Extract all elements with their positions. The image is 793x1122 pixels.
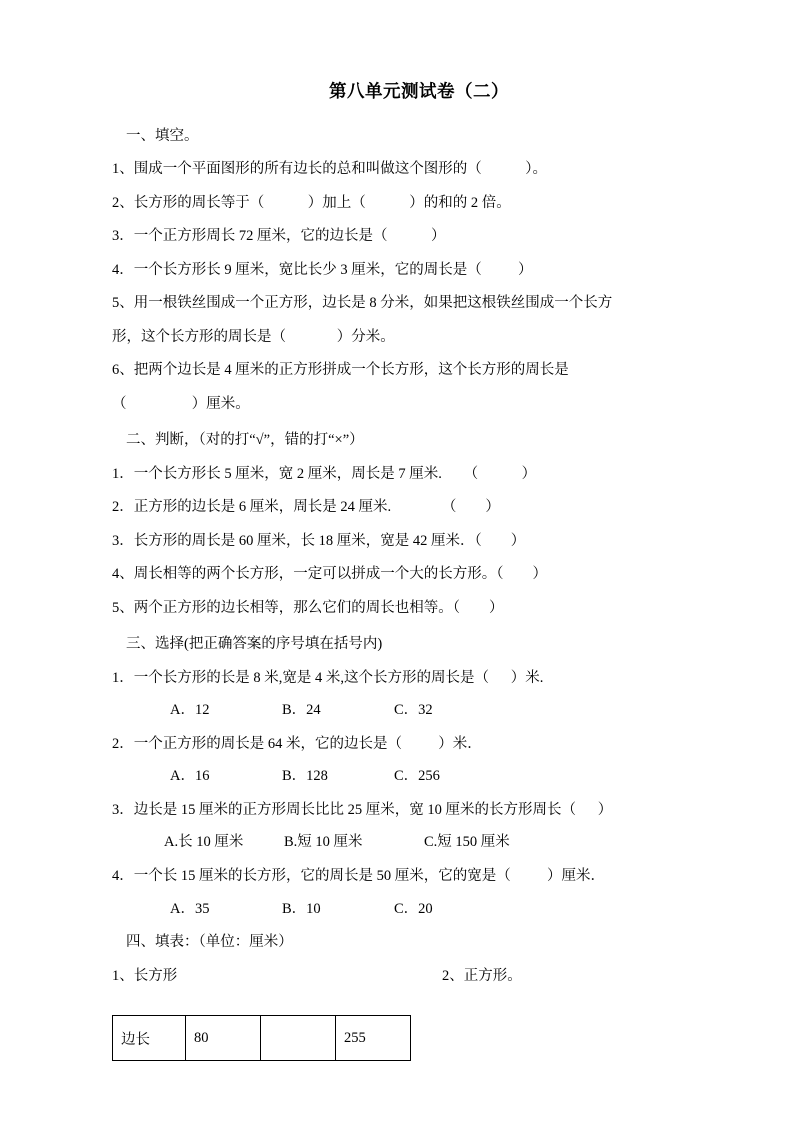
choice-option-2b[interactable]: B．128	[282, 768, 328, 785]
judge-item-4: 4、周长相等的两个长方形，一定可以拼成一个大的长方形。（ ）	[112, 566, 547, 583]
fill-blank-item-4: 4．一个长方形长 9 厘米，宽比长少 3 厘米，它的周长是（ ）	[112, 261, 533, 278]
fill-blank-item-5-line2: 形，这个长方形的周长是（ ）分米。	[112, 328, 395, 345]
choice-question-1: 1．一个长方形的长是 8 米,宽是 4 米,这个长方形的周长是（ ）米.	[112, 669, 544, 686]
choice-options-4	[112, 899, 708, 921]
fill-blank-item-6-line1: 6、把两个边长是 4 厘米的正方形拼成一个长方形，这个长方形的周长是	[112, 362, 569, 379]
choice-option-3b[interactable]: B.短 10 厘米	[284, 834, 363, 851]
table-cell-label[interactable]: 边长	[113, 1016, 186, 1061]
choice-options-1	[112, 700, 708, 722]
choice-question-3: 3．边长是 15 厘米的正方形周长比比 25 厘米，宽 10 厘米的长方形周长（ ）	[112, 801, 613, 818]
table-fill-label-square: 2、正方形。	[442, 967, 522, 984]
judge-item-2: 2．正方形的边长是 6 厘米，周长是 24 厘米. （ ）	[112, 499, 500, 516]
table-fill-label-rectangle: 1、长方形	[112, 967, 178, 984]
choice-question-2: 2．一个正方形的周长是 64 米，它的边长是（ ）米．	[112, 735, 482, 752]
choice-option-1a[interactable]: A．12	[170, 701, 210, 718]
choice-options-2	[112, 766, 708, 788]
fill-blank-item-3: 3．一个正方形周长 72 厘米，它的边长是（ ）	[112, 228, 446, 245]
table-fill-labels	[112, 965, 708, 987]
choice-option-2a[interactable]: A．16	[170, 768, 210, 785]
choice-question-4: 4．一个长 15 厘米的长方形，它的周长是 50 厘米，它的宽是（ ）厘米．	[112, 868, 605, 885]
choice-option-4a[interactable]: A．35	[170, 900, 210, 917]
fill-blank-item-1: 1、围成一个平面图形的所有边长的总和叫做这个图形的（ ）。	[112, 161, 547, 178]
section-heading-table-fill: 四、填表：（单位：厘米）	[126, 934, 293, 951]
table-cell-value-3[interactable]: 255	[336, 1016, 411, 1061]
section-heading-judge: 二、判断，（对的打“√”，错的打“×”）	[126, 432, 364, 449]
fill-blank-item-2: 2、长方形的周长等于（ ）加上（ ）的和的 2 倍。	[112, 194, 511, 211]
section-heading-choice: 三、选择(把正确答案的序号填在括号内)	[126, 636, 383, 653]
table-row	[113, 1016, 411, 1061]
choice-option-2c[interactable]: C．256	[394, 768, 440, 785]
side-length-table	[112, 1015, 411, 1061]
table-cell-value-1[interactable]: 80	[186, 1016, 261, 1061]
judge-item-3: 3．长方形的周长是 60 厘米，长 18 厘米，宽是 42 厘米．（ ）	[112, 532, 526, 549]
table-cell-value-2[interactable]	[261, 1016, 336, 1061]
choice-option-3a[interactable]: A.长 10 厘米	[164, 834, 244, 851]
judge-item-1: 1．一个长方形长 5 厘米，宽 2 厘米，周长是 7 厘米. （ ）	[112, 465, 537, 482]
choice-option-4c[interactable]: C．20	[394, 900, 433, 917]
choice-option-4b[interactable]: B．10	[282, 900, 321, 917]
choice-option-1b[interactable]: B．24	[282, 701, 321, 718]
page-title: 第八单元测试卷（二）	[329, 81, 509, 101]
choice-option-3c[interactable]: C.短 150 厘米	[424, 834, 510, 851]
choice-option-1c[interactable]: C．32	[394, 701, 433, 718]
judge-item-5: 5、两个正方形的边长相等，那么它们的周长也相等。（ ）	[112, 599, 504, 616]
section-heading-fill-blank: 一、填空。	[126, 128, 199, 144]
fill-blank-item-6-line2: （ ）厘米。	[112, 395, 250, 412]
choice-options-3	[112, 832, 708, 854]
fill-blank-item-5-line1: 5、用一根铁丝围成一个正方形，边长是 8 分米，如果把这根铁丝围成一个长方	[112, 295, 613, 312]
